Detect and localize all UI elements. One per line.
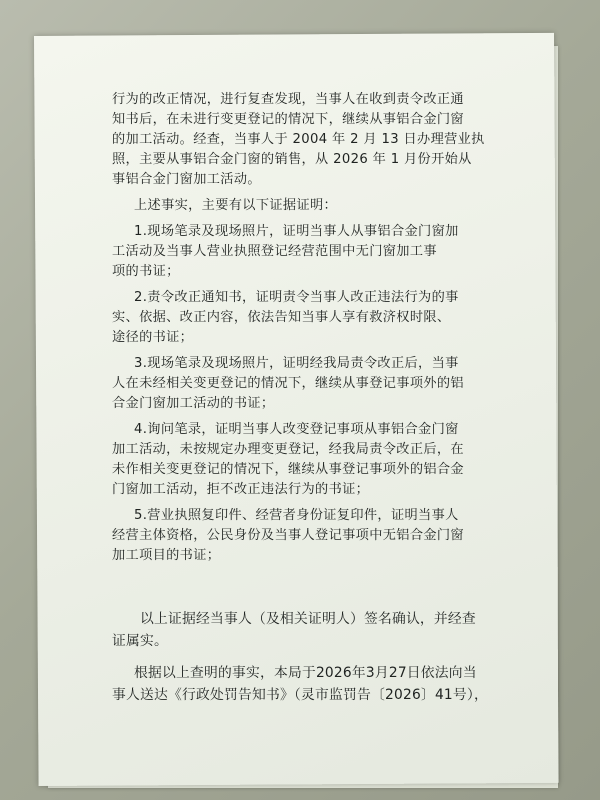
- evidence-5-line-1: 5.营业执照复印件、经营者身份证复印件，证明当事人: [134, 508, 459, 523]
- confirmation-line-1: 以上证据经当事人（及相关证明人）签名确认，并经查: [140, 611, 476, 627]
- evidence-item-4: [112, 420, 500, 500]
- evidence-4-line-2: 加工活动，未按规定办理变更登记，经我局责令改正后，在: [112, 442, 464, 457]
- evidence-1-line-2: 工活动及当事人营业执照登记经营范围中无门窗加工事: [112, 244, 437, 259]
- conclusion-line-1: 根据以上查明的事实，本局于2026年3月27日依法向当: [134, 665, 477, 681]
- evidence-3-line-2: 人在未经相关变更登记的情况下，继续从事登记事项外的铝: [112, 376, 464, 391]
- evidence-item-2: [112, 288, 500, 348]
- paragraph-1-line-5: 事铝合金门窗加工活动。: [112, 172, 261, 187]
- evidence-5-line-3: 加工项目的书证；: [112, 548, 221, 563]
- paragraph-1-line-4: 照，主要从事铝合金门窗的销售，从 2026 年 1 月份开始从: [112, 152, 472, 167]
- paragraph-1-line-3: 的加工活动。经查，当事人于 2004 年 2 月 13 日办理营业执: [112, 132, 485, 147]
- document-footer-paragraphs: [112, 608, 504, 706]
- conclusion-line-2: 事人送达《行政处罚告知书》（灵市监罚告〔2026〕41号），: [112, 687, 488, 703]
- evidence-4-line-4: 门窗加工活动，拒不改正违法行为的书证；: [112, 482, 370, 497]
- evidence-1-line-3: 项的书证；: [112, 264, 180, 279]
- evidence-4-line-1: 4.询问笔录，证明当事人改变登记事项从事铝合金门窗: [134, 422, 459, 437]
- evidence-3-line-1: 3.现场笔录及现场照片，证明经我局责令改正后，当事: [134, 356, 459, 371]
- evidence-5-line-2: 经营主体资格，公民身份及当事人登记事项中无铝合金门窗: [112, 528, 464, 543]
- paragraph-1-line-2: 知书后，在未进行变更登记的情况下，继续从事铝合金门窗: [112, 112, 464, 127]
- evidence-1-line-1: 1.现场笔录及现场照片，证明当事人从事铝合金门窗加: [134, 224, 459, 239]
- confirmation-line-2: 证属实。: [112, 633, 168, 649]
- evidence-2-line-2: 实、依据、改正内容，依法告知当事人享有救济权时限、: [112, 310, 451, 325]
- evidence-intro: 上述事实，主要有以下证据证明：: [134, 198, 338, 213]
- paragraph-1-line-1: 行为的改正情况，进行复查发现，当事人在收到责令改正通: [112, 92, 464, 107]
- evidence-4-line-3: 未作相关变更登记的情况下，继续从事登记事项外的铝合金: [112, 462, 464, 477]
- evidence-item-5: [112, 506, 500, 566]
- evidence-3-line-3: 合金门窗加工活动的书证；: [112, 396, 275, 411]
- evidence-item-1: [112, 222, 500, 282]
- evidence-2-line-3: 途径的书证；: [112, 330, 194, 345]
- document-body: [112, 90, 500, 566]
- evidence-2-line-1: 2.责令改正通知书，证明责令当事人改正违法行为的事: [134, 290, 459, 305]
- evidence-item-3: [112, 354, 500, 414]
